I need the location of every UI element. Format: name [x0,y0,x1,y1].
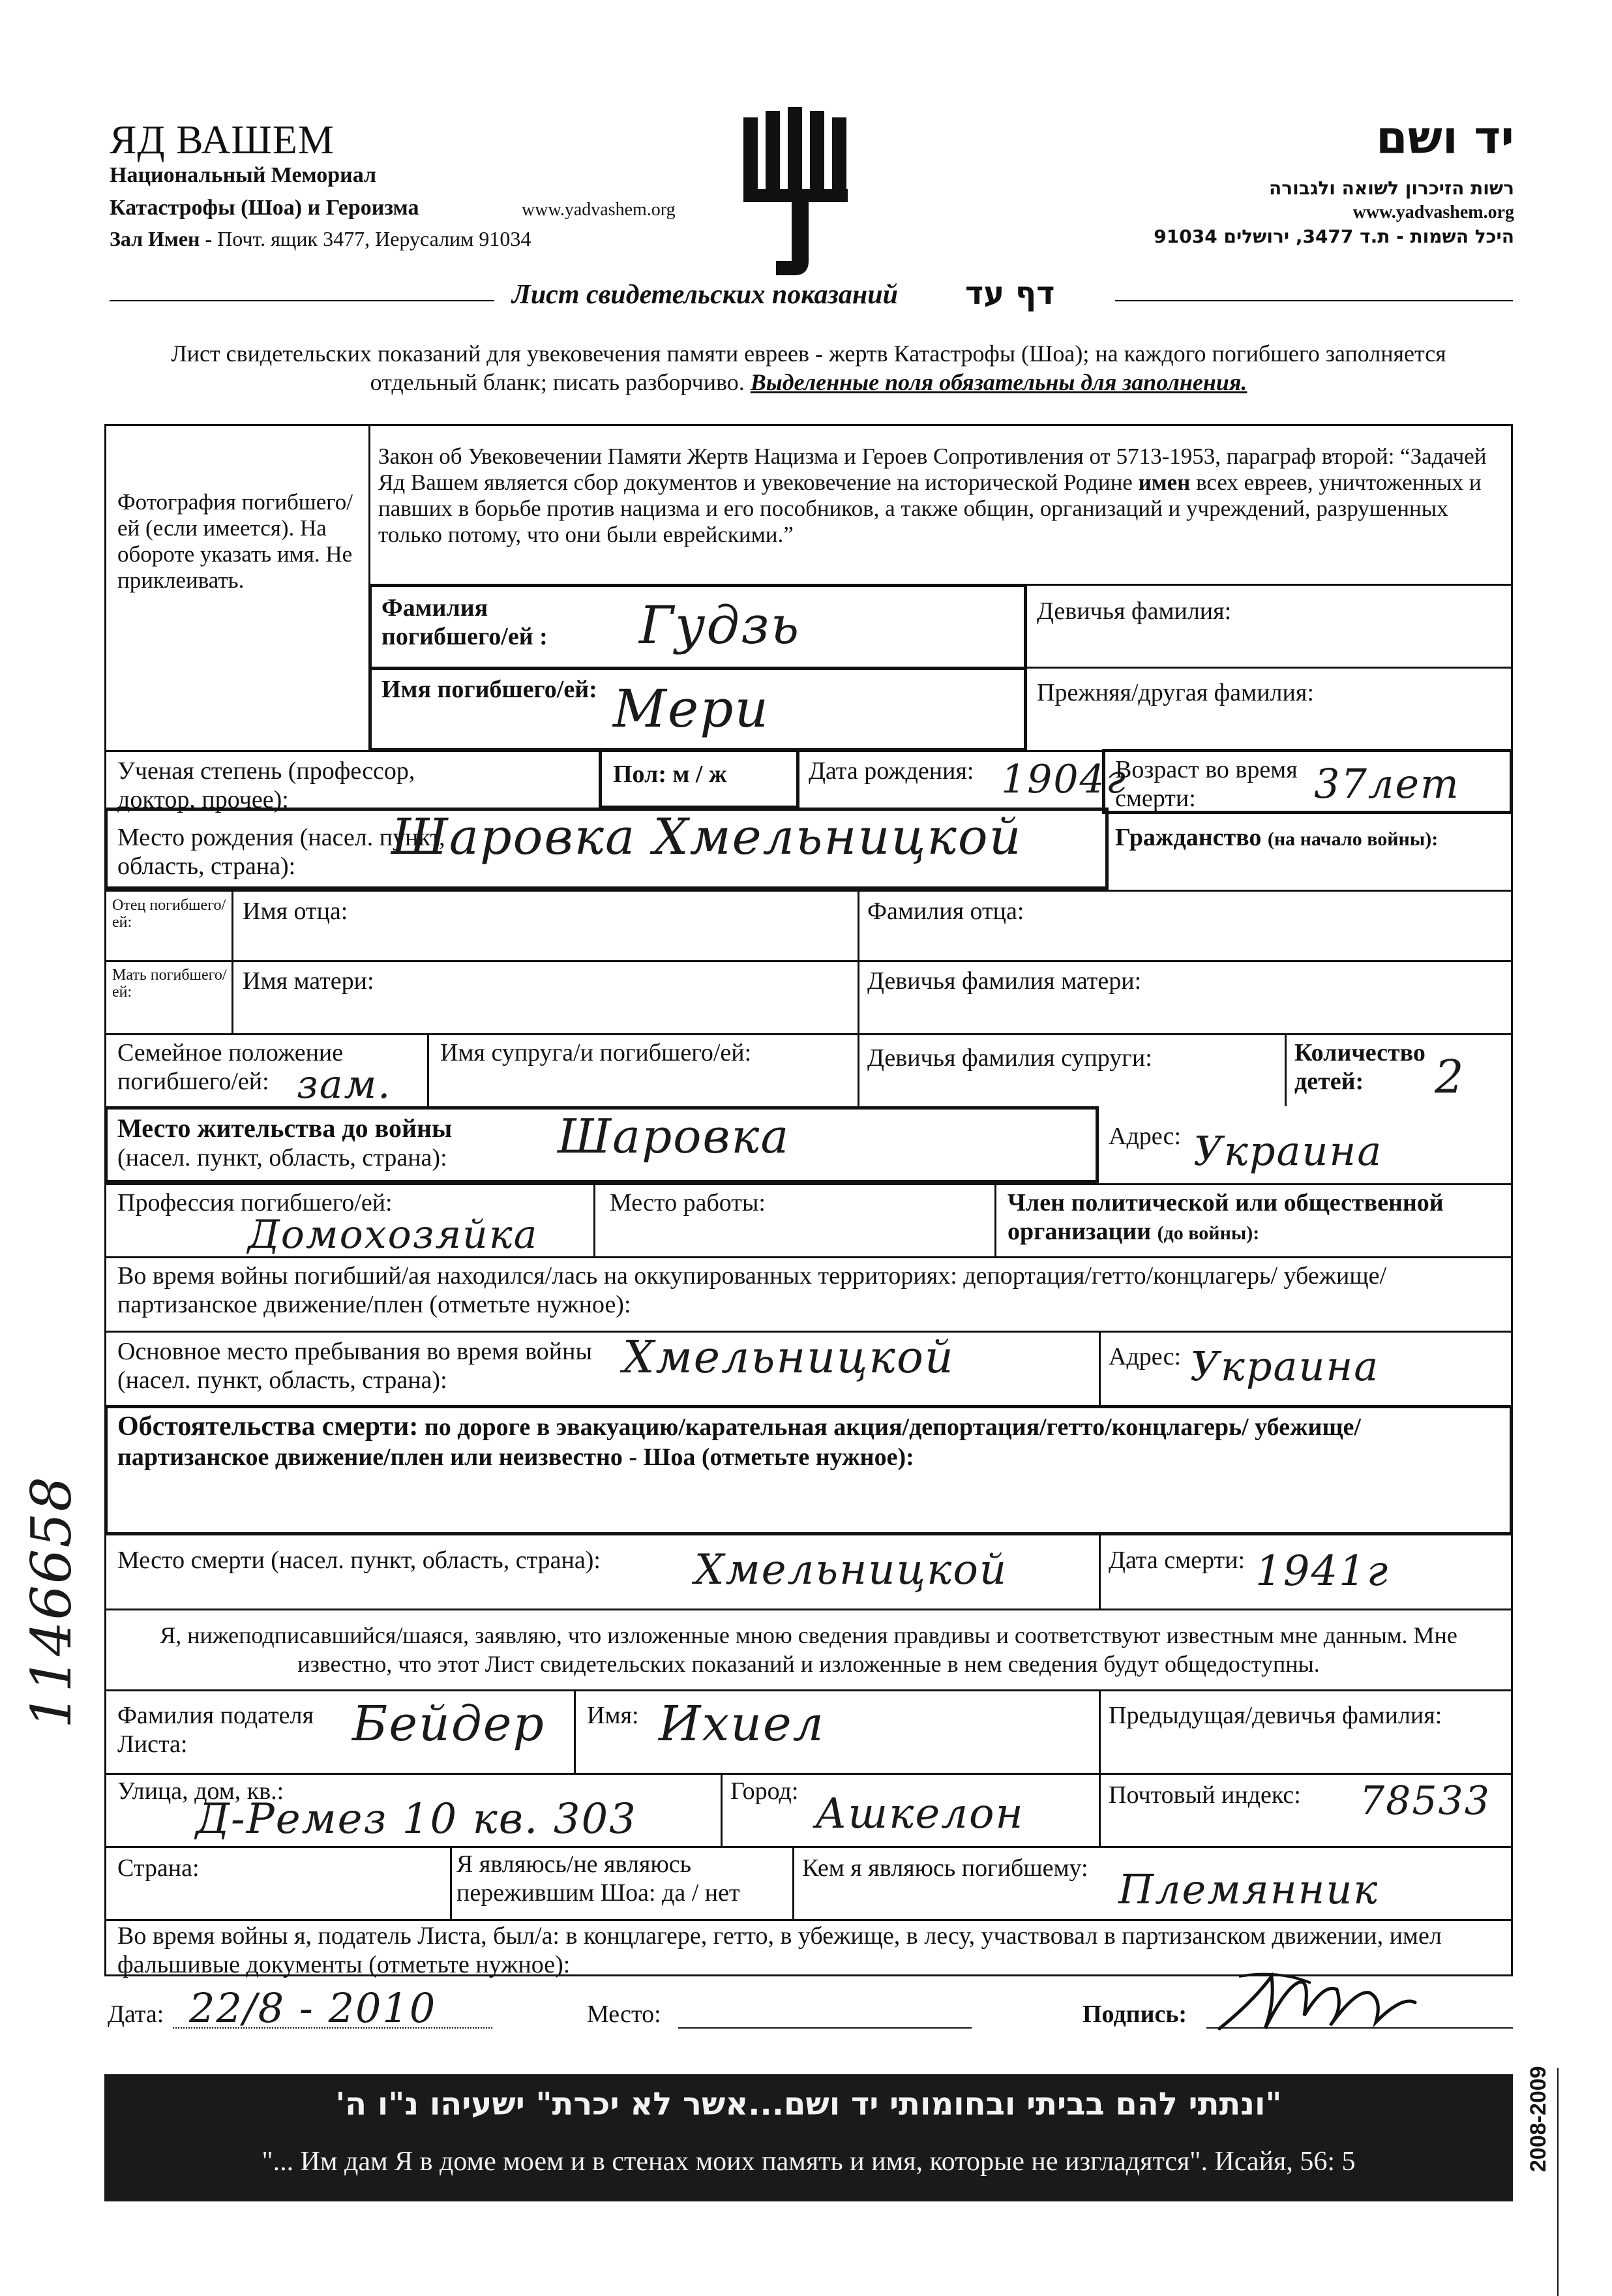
org-name-he: יד ושם [1376,111,1514,164]
war-self-label: Во время войны я, податель Листа, был/а: в концлагере, гетто, в убежище, в лесу, участвовал в партизанском движении, имел фальшивые документы (отметьте нужное): [117,1922,1442,1978]
birthplace-value[interactable]: Шаровка Хмельницкой [391,808,1022,866]
father-surname-label: Фамилия отца: [867,898,1024,925]
residence-label: Место жительства до войны [117,1113,453,1143]
submitter-name-value[interactable]: Ихиел [659,1696,825,1752]
citizenship-label: Гражданство [1115,824,1262,851]
degree-label: Ученая степень (профессор, доктор, прочее): [117,757,415,813]
birth-label: Дата рождения: [809,757,974,785]
mother-tag: Мать погибшего/ей: [112,967,227,1001]
father-tag: Отец погибшего/ей: [112,897,226,931]
member-label: Член политической или общественной организации [1008,1189,1444,1245]
name-value[interactable]: Мери [613,678,769,739]
form-title-ru: Лист свидетельских показаний [512,280,898,310]
mother-name-label: Имя матери: [243,967,374,995]
intro-text [124,339,1493,397]
member [1008,1188,1510,1248]
profession-value[interactable]: Домохозяйка [248,1212,539,1258]
death-place-value[interactable]: Хмельницкой [694,1546,1008,1594]
submitter-name-label: Имя: [587,1702,639,1729]
residence-value[interactable]: Шаровка [558,1109,790,1164]
death-place-label: Место смерти (насел. пункт, область, страна): [117,1547,601,1574]
hall-address-text: Почт. ящик 3477, Иерусалим 91034 [212,227,531,250]
other-surname-label: Прежняя/другая фамилия: [1037,679,1314,706]
signature-image [1213,1963,1422,2042]
org-name-ru: ЯД ВАШЕМ [110,118,335,162]
submitter-surname-value[interactable]: Бейдер [352,1696,545,1752]
birth-value[interactable]: 1904г [1001,757,1127,802]
maiden-label: Девичья фамилия: [1037,597,1232,625]
children-label: Количество детей: [1294,1039,1425,1095]
intro-body: Лист свидетельских показаний для увековечения памяти евреев - жертв Катастрофы (Шоа); на каждого погибшего заполняется отдельный бланк; писать разборчиво. [171,340,1446,395]
profession-label: Профессия погибшего/ей: [117,1189,393,1216]
death-circ-text: по дороге в эвакуацию/карательная акция/депортация/гетто/концлагерь/ убежище/партизанское движение/плен или неизвестно - Шоа (отметьте нужное): [117,1413,1361,1471]
hall-label: Зал Имен - [110,227,213,250]
father-name-label: Имя отца: [243,898,348,925]
street-value[interactable]: Д-Ремез 10 кв. 303 [196,1795,637,1843]
death-date-value[interactable]: 1941г [1255,1547,1390,1595]
website-ru: www.yadvashem.org [522,200,676,220]
name-label: Имя погибшего/ей: [381,676,597,703]
year-range: 2008-2009 [1526,2066,1551,2172]
death-date-label: Дата смерти: [1109,1547,1246,1574]
surname-value[interactable]: Гудзь [639,595,801,656]
org-subtitle-2: Катастрофы (Шоа) и Героизма [110,196,419,220]
death-circ [117,1412,1506,1472]
banner-hebrew: "ונתתי להם בביתי ובחומותי יד ושם...אשר לא יכרת" ישעיהו נ"ו ה' [335,2086,1282,2122]
city-label: Город: [730,1777,799,1805]
street-label: Улица, дом, кв.: [117,1777,284,1805]
org-he-address: היכל השמות - ת.ד 3477, ירושלים 91034 [1154,226,1514,247]
marital-value[interactable]: зам. [297,1062,392,1108]
children-value[interactable]: 2 [1435,1050,1465,1104]
address2-label: Адрес: [1109,1343,1182,1370]
address-label: Адрес: [1109,1123,1182,1150]
banner-russian: "... Им дам Я в доме моем и в стенах моих память и имя, которые не изгладятся". Исайя, 56: 5 [261,2147,1356,2177]
yad-vashem-logo [737,104,861,280]
org-he-sub: רשות הזיכרון לשואה ולגבורה [1269,177,1514,199]
law-text-b: всех евреев, уничтоженных и павших в борьбе против нацизма и его пособников, а также общин, организаций и учреждений, разрушенных только потому, что они были еврейскими.” [378,470,1482,547]
law-text-a: Закон об Увековечении Памяти Жертв Нацизма и Героев Сопротивления от 5713-1953, параграф второй: “Задачей Яд Вашем является сбор документов и увековечение на исторической Родине [378,444,1487,495]
archive-number: 1146658 [20,1475,83,1729]
sex-label: Пол: м / ж [613,761,727,788]
zip-label: Почтовый индекс: [1109,1781,1301,1809]
declaration-text: Я, нижеподписавшийся/шаяся, заявляю, что изложенные мною сведения правдивы и соответствуют известным мне данным. Мне известно, что этот Лист свидетельских показаний и изложенные в нем сведения будут общедоступны. [160,1622,1457,1677]
quote-banner [104,2074,1513,2201]
country-label: Страна: [117,1854,200,1882]
age-label: Возраст во время смерти: [1115,756,1298,812]
workplace-label: Место работы: [610,1189,766,1216]
relation-label: Кем я являюсь погибшему: [802,1854,1088,1882]
main-place-label: Основное место пребывания во время войны (насел. пункт, область, страна): [117,1338,593,1394]
citizenship-note: (на начало войны): [1267,828,1439,850]
marital-label: Семейное положение погибшего/ей: [117,1039,344,1095]
death-circ-label: Обстоятельства смерти: [117,1412,419,1442]
birthplace-label: Место рождения (насел. пункт, область, страна): [117,824,445,880]
wartime-label: Во время войны погибший/ая находился/лась на оккупированных территориях: депортация/гетто/концлагерь/ убежище/партизанское движение/плен (отметьте нужное): [117,1262,1387,1318]
age-value[interactable]: 37лет [1314,760,1460,808]
residence-note: (насел. пункт, область, страна): [117,1144,447,1171]
relation-value[interactable]: Племянник [1118,1865,1379,1913]
member-note: (до войны): [1157,1222,1260,1244]
residence [117,1114,574,1172]
spouse-name-label: Имя супруга/и погибшего/ей: [440,1039,752,1066]
mother-maiden-label: Девичья фамилия матери: [867,967,1142,995]
signature-label: Подпись: [1082,2001,1187,2028]
date-value[interactable]: 22/8 - 2010 [189,1984,437,2032]
org-subtitle-1: Национальный Мемориал [110,163,377,187]
zip-value[interactable]: 78533 [1360,1778,1491,1824]
place-label: Место: [587,2001,661,2028]
hall-address [110,227,531,251]
address2-value[interactable]: Украина [1190,1342,1380,1390]
submitter-prev-surname-label: Предыдущая/девичья фамилия: [1109,1702,1442,1729]
date-label: Дата: [108,2001,164,2028]
spouse-maiden-label: Девичья фамилия супруги: [867,1044,1152,1072]
surname-label: Фамилия погибшего/ей : [381,594,548,650]
required-note: Выделенные поля обязательны для заполнения. [750,369,1247,395]
address-value[interactable]: Украина [1193,1127,1383,1175]
survivor-label: Я являюсь/не являюсь пережившим Шоа: да / нет [456,1850,740,1907]
submitter-surname-label: Фамилия подателя Листа: [117,1702,314,1758]
form-title-he: דף עד [965,275,1055,312]
main-place-value[interactable]: Хмельницкой [623,1332,955,1383]
law-text-bold: имен [1138,470,1191,495]
photo-instructions: Фотография погибшего/ей (если имеется). На обороте указать имя. Не приклеивать. [117,489,353,593]
city-value[interactable]: Ашкелон [815,1790,1024,1838]
website-he: www.yadvashem.org [1352,202,1514,222]
law-text [378,444,1500,548]
citizenship [1115,823,1438,854]
